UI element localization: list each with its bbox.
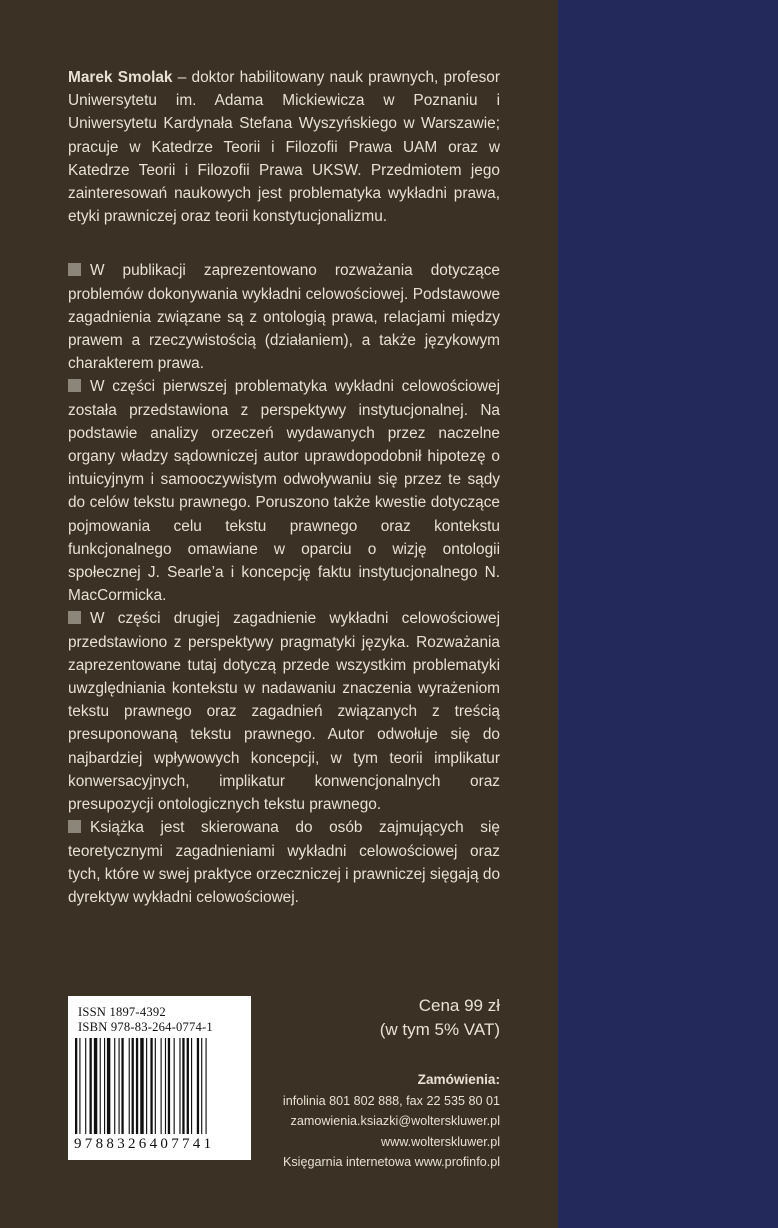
description-paragraph: W publikacji zaprezentowano rozważania dotyczące problemów dokonywania wykładni celowościowej. Podstawowe zagadnienia związane są z ontologią prawa, relacjami między prawem a rzeczywistością (działaniem), a także językowym charakterem prawa. xyxy=(68,262,500,373)
price-vat: (w tym 5% VAT) xyxy=(379,1020,500,1039)
square-bullet-icon xyxy=(68,820,81,833)
description-paragraph: W części pierwszej problematyka wykładni celowościowej została przedstawiona z perspektywy instytucjonalnej. Na podstawie analizy orzeczeń wydawanych przez naczelne organy władzy sądowniczej autor uprawdopodobnił hipotezę o intuicyjnym i samooczywistym odwoływaniu się przez te sądy do celów tekstu prawnego. Poruszono także kwestie dotyczące pojmowania celu tekstu prawnego oraz kontekstu funkcjonalnego omawiane w oparciu o wizję ontologii społecznej J. Searle’a i koncepcję faktu instytucjonalnego N. MacCormicka. xyxy=(68,378,500,605)
orders-email: zamowienia.ksiazki@wolterskluwer.pl xyxy=(290,1114,500,1128)
barcode-label xyxy=(68,996,251,1160)
price-label: Cena 99 zł xyxy=(418,996,500,1015)
issn-text: ISSN 1897-4392 xyxy=(78,1005,166,1019)
orders-info xyxy=(283,1070,500,1173)
barcode-digits: 9788326407741 xyxy=(74,1136,215,1152)
author-bio xyxy=(68,66,500,228)
spine-color-band xyxy=(558,0,778,1228)
back-cover-text xyxy=(68,66,500,909)
orders-website: www.wolterskluwer.pl xyxy=(381,1134,500,1149)
square-bullet-icon xyxy=(68,263,81,276)
orders-heading: Zamówienia: xyxy=(417,1072,500,1087)
author-bio-text: – doktor habilitowany nauk prawnych, profesor Uniwersytetu im. Adama Mickiewicza w Poznaniu i Uniwersytetu Kardynała Stefana Wyszyńskiego w Warszawie; pracuje w Katedrze Teorii i Filozofii Prawa UAM oraz w Katedrze Teorii i Filozofii Prawa UKSW. Przedmiotem jego zainteresowań naukowych jest problematyka wykładni prawa, etyki prawniczej oraz teorii konstytucjonalizmu. xyxy=(68,69,500,226)
orders-bookstore: Księgarnia internetowa www.profinfo.pl xyxy=(282,1155,500,1169)
square-bullet-icon xyxy=(68,611,81,624)
price-block xyxy=(380,994,500,1042)
orders-phone: infolinia 801 802 888, fax 22 535 80 01 xyxy=(282,1093,500,1108)
description-paragraph: W części drugiej zagadnienie wykładni celowościowej przedstawiono z perspektywy pragmatyki języka. Rozważania zaprezentowane tutaj dotyczą przede wszystkim problematyki uwzględniania kontekstu w nadawaniu znaczenia wyrażeniom tekstu prawnego oraz zagadnień związanych z treścią presuponowaną tekstu prawnego. Autor odwołuje się do najbardziej wpływowych koncepcji, w tym teorii implikatur konwersacyjnych, implikatur konwencjonalnych oraz presupozycji ontologicznych tekstu prawnego. xyxy=(68,610,500,814)
barcode-bars xyxy=(75,1038,245,1142)
isbn-text: ISBN 978-83-264-0774-1 xyxy=(78,1020,213,1034)
author-name: Marek Smolak xyxy=(68,69,173,86)
square-bullet-icon xyxy=(68,379,81,392)
description-paragraph: Książka jest skierowana do osób zajmujących się teoretycznymi zagadnieniami wykładni celowościowej oraz tych, które w swej praktyce orzeczniczej i prawniczej sięgają do dyrektyw wykładni celowościowej. xyxy=(68,819,500,906)
